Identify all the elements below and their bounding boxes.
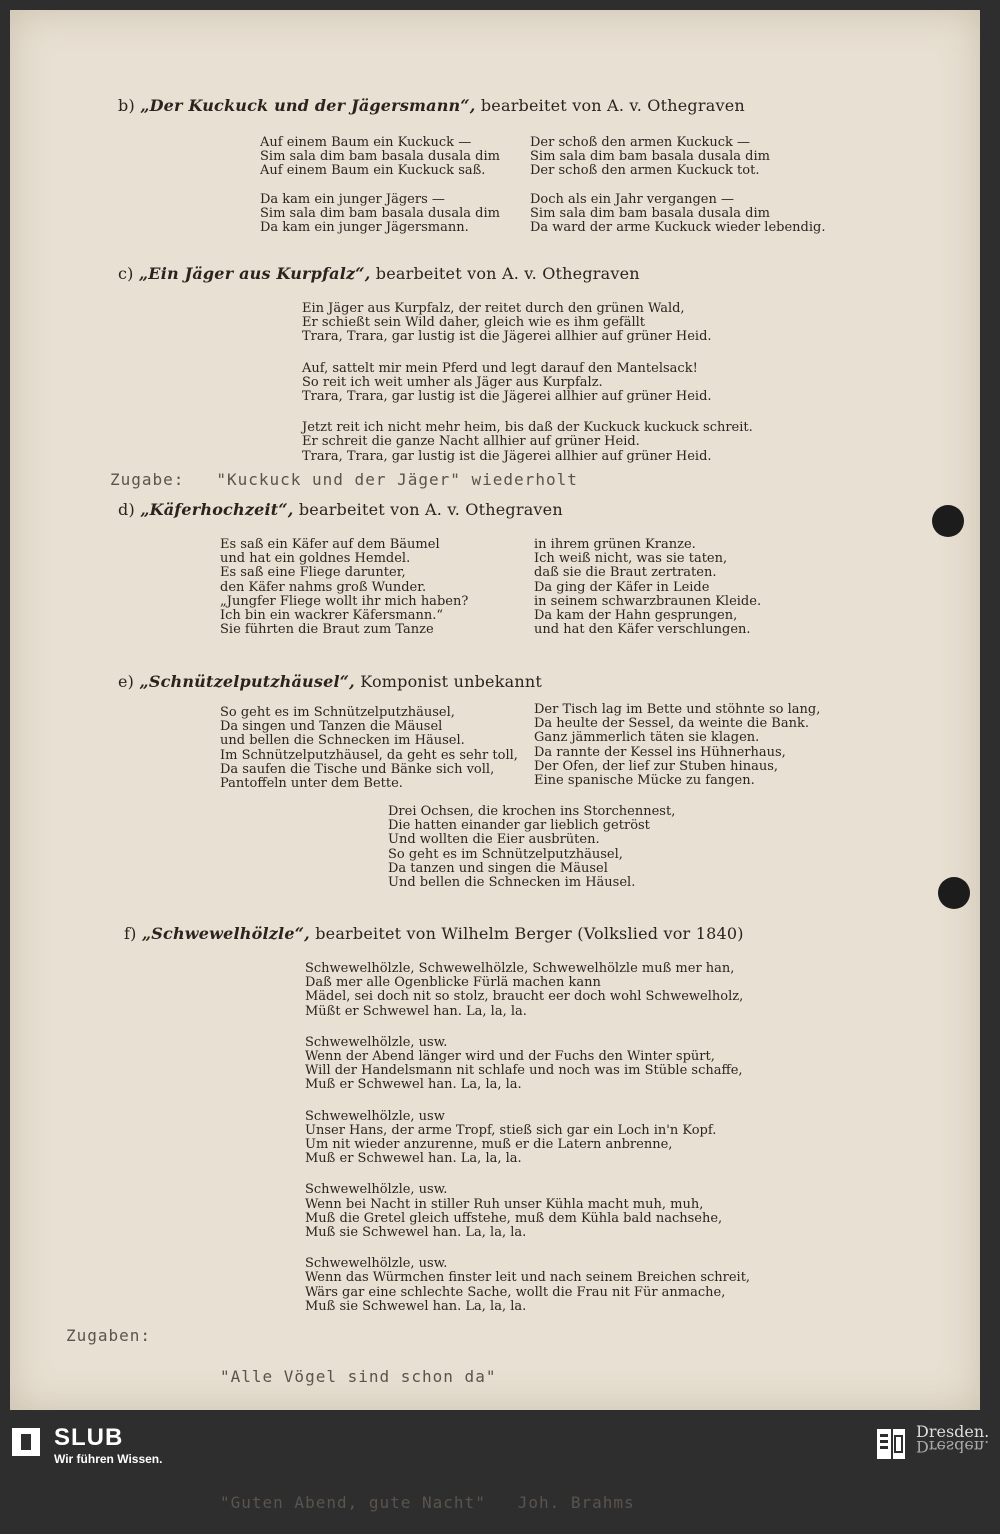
verse-line: Will der Handelsmann nit schlafe und noch was im Stüble schaffe, bbox=[305, 1063, 743, 1079]
verse-line: daß sie die Braut zertraten. bbox=[534, 565, 717, 581]
verse-gap bbox=[305, 1019, 750, 1036]
song-credit: bearbeitet von A. v. Othegraven bbox=[480, 96, 745, 115]
verse-line: Ich bin ein wackrer Käfersmann.“ bbox=[220, 608, 444, 624]
verse-line: „Jungfer Fliege wollt ihr mich haben? bbox=[220, 593, 469, 609]
verse-line: Da tanzen und singen die Mäusel bbox=[388, 860, 608, 876]
verse-line: Auf einem Baum ein Kuckuck — bbox=[260, 135, 472, 150]
verse-line: Doch als ein Jahr vergangen — bbox=[530, 191, 735, 207]
verse-line: Trara, Trara, gar lustig ist die Jägerei allhier auf grüner Heid. bbox=[302, 389, 712, 405]
section-e-verse-right bbox=[534, 703, 820, 788]
verse-line: Schwewelhölzle, usw bbox=[305, 1108, 445, 1124]
verse-line: in seinem schwarzbraunen Kleide. bbox=[534, 593, 762, 609]
song-title: „Der Kuckuck und der Jägersmann“, bbox=[140, 96, 476, 115]
song-credit: bearbeitet von A. v. Othegraven bbox=[298, 500, 563, 519]
verse-line: Und wollten die Eier ausbrüten. bbox=[388, 832, 600, 848]
verse-line: Der schoß den armen Kuckuck — bbox=[530, 135, 751, 150]
section-c-heading bbox=[118, 264, 640, 283]
section-b-heading bbox=[118, 96, 745, 115]
song-credit: bearbeitet von Wilhelm Berger (Volkslied vor 1840) bbox=[315, 924, 744, 943]
verse-gap bbox=[305, 1166, 750, 1183]
verse-line: Ein Jäger aus Kurpfalz, der reitet durch den grünen Wald, bbox=[302, 301, 685, 316]
verse-line: Wenn das Würmchen finster leit und nach seinem Breichen schreit, bbox=[305, 1270, 751, 1286]
verse-line: Ganz jämmerlich täten sie klagen. bbox=[534, 730, 760, 746]
city-name-mirror: Dresden. bbox=[916, 1437, 990, 1456]
song-title: „Schnützelputzhäusel“, bbox=[139, 672, 355, 691]
song-credit: Komponist unbekannt bbox=[360, 672, 542, 691]
verse-line: Schwewelhölzle, usw. bbox=[305, 1256, 448, 1272]
verse-line: Da kam ein junger Jägersmann. bbox=[260, 220, 469, 236]
verse-line: Muß sie Schwewel han. La, la, la. bbox=[305, 1298, 527, 1314]
verse-line: Auf einem Baum ein Kuckuck saß. bbox=[260, 163, 486, 179]
verse-gap bbox=[302, 404, 753, 421]
verse-line: Trara, Trara, gar lustig ist die Jägerei allhier auf grüner Heid. bbox=[302, 448, 712, 464]
verse-line: Im Schnützelputzhäusel, da geht es sehr toll, bbox=[220, 747, 518, 763]
verse-line: Die hatten einander gar lieblich getröst bbox=[388, 818, 650, 834]
verse-line: Da rannte der Kessel ins Hühnerhaus, bbox=[534, 744, 786, 760]
verse-line: Und bellen die Schnecken im Häusel. bbox=[388, 875, 636, 891]
verse-line: Muß sie Schwewel han. La, la, la. bbox=[305, 1225, 527, 1241]
verse-line: und hat ein goldnes Hemdel. bbox=[220, 551, 411, 567]
verse-line: Sim sala dim bam basala dusala dim bbox=[530, 205, 770, 221]
verse-line: Da ward der arme Kuckuck wieder lebendig. bbox=[530, 220, 826, 236]
verse-line: und hat den Käfer verschlungen. bbox=[534, 622, 751, 638]
section-f-verse bbox=[305, 962, 750, 1314]
verse-line: Müßt er Schwewel han. La, la, la. bbox=[305, 1003, 527, 1019]
section-e-verse-center bbox=[388, 805, 675, 890]
section-d-verse-right bbox=[534, 538, 761, 637]
verse-line: Um nit wieder anzurenne, muß er die Latern anbrenne, bbox=[305, 1137, 673, 1153]
song-credit: bearbeitet von A. v. Othegraven bbox=[375, 264, 640, 283]
verse-line: So reit ich weit umher als Jäger aus Kurpfalz. bbox=[302, 374, 603, 390]
verse-line: Sim sala dim bam basala dusala dim bbox=[260, 149, 500, 165]
verse-line: und bellen die Schnecken im Häusel. bbox=[220, 733, 465, 749]
verse-line: Muß er Schwewel han. La, la, la. bbox=[305, 1077, 522, 1093]
typed-encore-note: Zugabe: "Kuckuck und der Jäger" wiederholt bbox=[110, 470, 578, 489]
verse-line: in ihrem grünen Kranze. bbox=[534, 537, 696, 552]
song-title: „Ein Jäger aus Kurpfalz“, bbox=[138, 264, 371, 283]
verse-line: Unser Hans, der arme Tropf, stieß sich gar ein Loch in'n Kopf. bbox=[305, 1122, 717, 1138]
verse-line: Sie führten die Braut zum Tanze bbox=[220, 622, 434, 638]
verse-line: Trara, Trara, gar lustig ist die Jägerei allhier auf grüner Heid. bbox=[302, 329, 712, 345]
section-e-heading bbox=[118, 672, 542, 691]
verse-line: Da singen und Tanzen die Mäusel bbox=[220, 719, 443, 735]
verse-line: Ich weiß nicht, was sie taten, bbox=[534, 551, 728, 567]
verse-gap bbox=[305, 1240, 750, 1257]
verse-line: So geht es im Schnützelputzhäusel, bbox=[388, 846, 623, 862]
section-b-verse-left bbox=[260, 136, 500, 235]
verse-line: Wenn der Abend länger wird und der Fuchs den Winter spürt, bbox=[305, 1049, 715, 1065]
verse-line: Da saufen die Tische und Bänke sich voll, bbox=[220, 761, 495, 777]
city-logo-text[interactable] bbox=[916, 1424, 989, 1454]
section-label: f) bbox=[124, 924, 137, 943]
verse-line: Daß mer alle Ogenblicke Fürlä machen kann bbox=[305, 975, 601, 991]
verse-line: Mädel, sei doch nit so stolz, braucht eer doch wohl Schwewelholz, bbox=[305, 989, 744, 1005]
verse-line: Der schoß den armen Kuckuck tot. bbox=[530, 163, 760, 179]
verse-line: Sim sala dim bam basala dusala dim bbox=[260, 205, 500, 221]
verse-line: Drei Ochsen, die krochen ins Storchennest, bbox=[388, 804, 676, 819]
dresden-coat-of-arms-icon bbox=[876, 1428, 906, 1460]
verse-line: Jetzt reit ich nicht mehr heim, bis daß der Kuckuck kuckuck schreit. bbox=[302, 420, 753, 436]
verse-line: Schwewelhölzle, Schwewelhölzle, Schwewelhölzle muß mer han, bbox=[305, 961, 735, 976]
verse-gap bbox=[530, 179, 825, 193]
verse-line: Er schreit die ganze Nacht allhier auf grüner Heid. bbox=[302, 434, 640, 450]
section-label: d) bbox=[118, 500, 135, 519]
verse-line: Auf, sattelt mir mein Pferd und legt darauf den Mantelsack! bbox=[302, 360, 698, 376]
section-f-heading bbox=[124, 924, 744, 943]
brand-name[interactable]: SLUB bbox=[54, 1424, 124, 1451]
verse-line: Wärs gar eine schlechte Sache, wollt die Frau nit Für anmache, bbox=[305, 1284, 726, 1300]
section-label: b) bbox=[118, 96, 135, 115]
section-d-heading bbox=[118, 500, 563, 519]
verse-line: Schwewelhölzle, usw. bbox=[305, 1034, 448, 1050]
verse-line: Schwewelhölzle, usw. bbox=[305, 1182, 448, 1198]
song-title: „Schwewelhölzle“, bbox=[141, 924, 310, 943]
section-d-verse-left bbox=[220, 538, 468, 637]
punch-hole bbox=[932, 505, 964, 537]
slub-logo-icon bbox=[12, 1428, 40, 1456]
punch-hole bbox=[938, 877, 970, 909]
city-name: Dresden. bbox=[916, 1422, 990, 1441]
verse-line: Es saß ein Käfer auf dem Bäumel bbox=[220, 537, 440, 552]
footer-bar bbox=[0, 1418, 1000, 1470]
verse-line: Der Tisch lag im Bette und stöhnte so lang, bbox=[534, 702, 821, 717]
brand-tagline: Wir führen Wissen. bbox=[54, 1452, 163, 1466]
verse-gap bbox=[305, 1093, 750, 1110]
encores-label: Zugaben: bbox=[66, 1326, 152, 1345]
verse-line: Muß er Schwewel han. La, la, la. bbox=[305, 1151, 522, 1167]
verse-line: Es saß eine Fliege darunter, bbox=[220, 565, 406, 581]
verse-line: Sim sala dim bam basala dusala dim bbox=[530, 149, 770, 165]
verse-line: den Käfer nahms groß Wunder. bbox=[220, 579, 427, 595]
section-label: c) bbox=[118, 264, 134, 283]
section-e-verse-left bbox=[220, 706, 518, 791]
verse-gap bbox=[260, 179, 500, 193]
verse-line: Da heulte der Sessel, da weinte die Bank. bbox=[534, 716, 809, 732]
song-title: „Käferhochzeit“, bbox=[140, 500, 294, 519]
verse-line: Pantoffeln unter dem Bette. bbox=[220, 776, 403, 792]
verse-line: Muß die Gretel gleich uffstehe, muß dem Kühla bald nachsehe, bbox=[305, 1210, 723, 1226]
verse-line: Eine spanische Mücke zu fangen. bbox=[534, 773, 755, 789]
verse-line: So geht es im Schnützelputzhäusel, bbox=[220, 705, 455, 720]
verse-line: Da kam der Hahn gesprungen, bbox=[534, 608, 738, 624]
verse-line: Wenn bei Nacht in stiller Ruh unser Kühla macht muh, muh, bbox=[305, 1196, 704, 1212]
section-label: e) bbox=[118, 672, 135, 691]
section-c-verse bbox=[302, 302, 753, 464]
verse-line: Da ging der Käfer in Leide bbox=[534, 579, 710, 595]
verse-line: Da kam ein junger Jägers — bbox=[260, 191, 445, 207]
section-b-verse-right bbox=[530, 136, 825, 235]
verse-line: Er schießt sein Wild daher, gleich wie es ihm gefällt bbox=[302, 315, 646, 331]
verse-gap bbox=[302, 345, 753, 362]
encore-item: "Guten Abend, gute Nacht" Joh. Brahms bbox=[220, 1493, 635, 1512]
verse-line: Der Ofen, der lief zur Stuben hinaus, bbox=[534, 758, 778, 774]
encore-item: "Alle Vögel sind schon da" bbox=[220, 1367, 497, 1386]
